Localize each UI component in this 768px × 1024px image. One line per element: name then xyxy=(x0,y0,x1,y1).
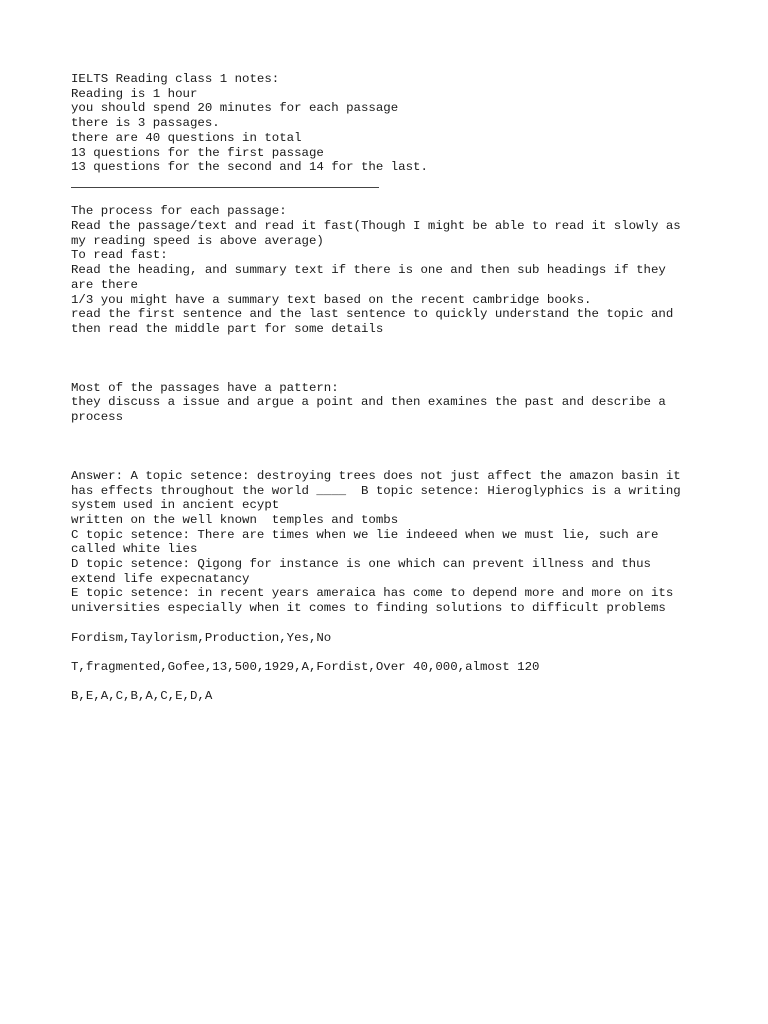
section-heading-process: The process for each passage: xyxy=(71,204,287,219)
text-line: 1/3 you might have a summary text based on the recent cambridge books. xyxy=(71,292,592,307)
blank-line xyxy=(71,616,711,631)
blank-line xyxy=(71,454,711,469)
answer-line: E topic setence: in recent years ameraica has come to depend more and more on its xyxy=(71,586,674,601)
answer-line: has effects throughout the world ____ B topic setence: Hieroglyphics is a writing xyxy=(71,483,681,498)
answer-line: extend life expecnatancy xyxy=(71,571,250,586)
blank-line xyxy=(71,425,711,440)
blank-line xyxy=(71,337,711,352)
text-line: are there xyxy=(71,277,138,292)
blank-line xyxy=(71,190,711,205)
blank-line xyxy=(71,439,711,454)
answer-line: C topic setence: There are times when we lie indeeed when we must lie, such are xyxy=(71,527,659,542)
text-line: Reading is 1 hour xyxy=(71,86,198,101)
text-line: you should spend 20 minutes for each passage xyxy=(71,101,399,116)
answer-line: universities especially when it comes to finding solutions to difficult problems xyxy=(71,601,666,616)
answer-line: called white lies xyxy=(71,542,198,557)
notes-title: IELTS Reading class 1 notes: xyxy=(71,72,280,86)
text-line: Read the passage/text and read it fast(Though I might be able to read it slowly as xyxy=(71,219,681,233)
blank-line xyxy=(71,675,711,690)
answer-line: Answer: A topic setence: destroying trees does not just affect the amazon basin it xyxy=(71,468,681,483)
answer-line: written on the well known temples and tombs xyxy=(71,512,399,527)
answer-list: T,fragmented,Gofee,13,500,1929,A,Fordist,Over 40,000,almost 120 xyxy=(71,659,540,674)
text-line: Read the heading, and summary text if there is one and then sub headings if they xyxy=(71,263,666,278)
text-line: they discuss a issue and argue a point and then examines the past and describe a xyxy=(71,395,666,410)
text-line: my reading speed is above average) xyxy=(71,233,324,248)
blank-line xyxy=(71,645,711,660)
text-line: there are 40 questions in total xyxy=(71,130,302,145)
blank-line xyxy=(71,351,711,366)
text-line: 13 questions for the second and 14 for the last. xyxy=(71,160,428,175)
blank-line xyxy=(71,366,711,381)
answer-list: B,E,A,C,B,A,C,E,D,A xyxy=(71,689,213,704)
document-page xyxy=(71,72,711,704)
section-heading-pattern: Most of the passages have a pattern: xyxy=(71,380,339,395)
horizontal-rule xyxy=(71,175,711,190)
text-line: To read fast: xyxy=(71,248,168,263)
text-line: there is 3 passages. xyxy=(71,116,220,131)
answer-list: Fordism,Taylorism,Production,Yes,No xyxy=(71,630,332,645)
text-line: then read the middle part for some details xyxy=(71,321,384,336)
text-line: 13 questions for the first passage xyxy=(71,145,324,160)
answer-line: D topic setence: Qigong for instance is one which can prevent illness and thus xyxy=(71,557,651,572)
answer-line: system used in ancient ecypt xyxy=(71,498,280,513)
text-line: process xyxy=(71,410,124,425)
text-line: read the first sentence and the last sentence to quickly understand the topic and xyxy=(71,307,674,322)
